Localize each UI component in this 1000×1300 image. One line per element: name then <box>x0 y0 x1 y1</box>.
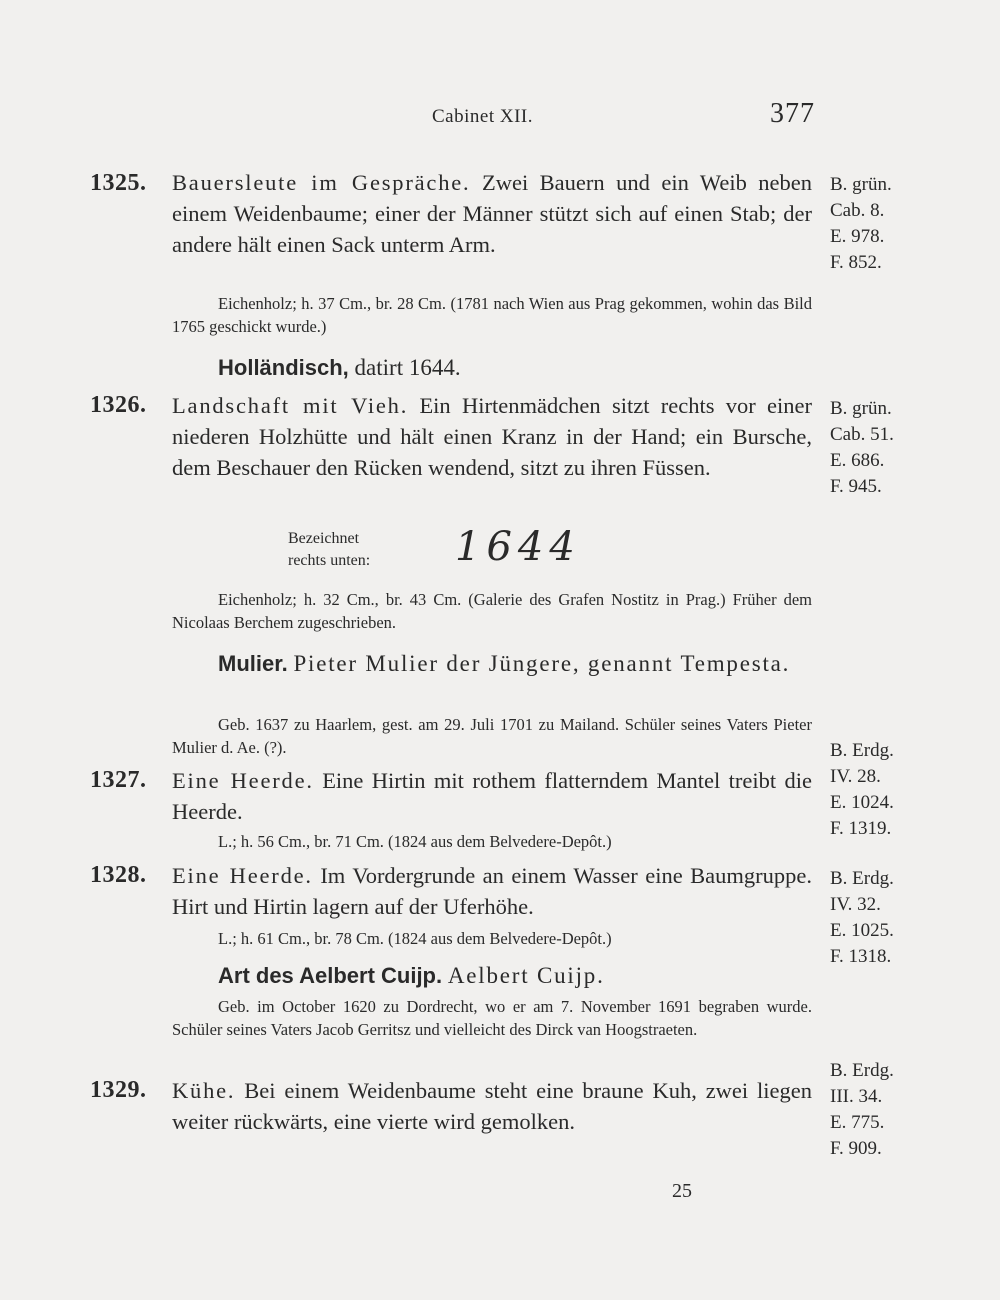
section-heading <box>218 960 818 991</box>
entry-description: Zwei Bauern und ein Weib neben einem Weidenbaume; einer der Männer stützt sich auf einen Stab; der andere hält einen Sack unterm Arm. <box>172 170 813 257</box>
ref-location: B. grün. <box>830 398 892 419</box>
entry-note: Eichenholz; h. 32 Cm., br. 43 Cm. (Galerie des Grafen Nostitz in Prag.) Früher dem Nicolaas Berchem zugeschrieben. <box>172 590 812 632</box>
ref-location: B. Erdg. <box>830 868 894 889</box>
entry-references <box>830 866 940 970</box>
entry-description: Ein Hirtenmädchen sitzt rechts vor einer niederen Holzhütte und hält einen Kranz in der Hand; ein Bursche, dem Beschauer den Rücken wendend, sitzt zu ihren Füssen. <box>172 393 812 480</box>
entry-references <box>830 396 940 500</box>
artist-detail: Pieter Mulier der Jüngere, genannt Tempesta. <box>293 651 791 676</box>
signature-label-line-2: rechts unten: <box>288 552 371 569</box>
entry-text <box>172 390 812 483</box>
entry-number: 1329. <box>90 1077 147 1103</box>
page-header-title: Cabinet XII. <box>432 106 533 127</box>
entry-title: Landschaft mit Vieh. <box>172 393 409 418</box>
entry-number: 1327. <box>90 767 147 793</box>
ref-e-number: E. 1024. <box>830 792 894 813</box>
entry-title: Bauersleute im Gespräche. <box>172 170 471 195</box>
ref-f-number: F. 945. <box>830 476 882 497</box>
entry-references <box>830 738 940 842</box>
section-heading <box>218 352 818 383</box>
entry-description: Im Vordergrunde an einem Wasser eine Baumgruppe. Hirt und Hirtin lagern auf der Uferhöhe. <box>172 863 812 919</box>
entry-title: Kühe. <box>172 1078 236 1103</box>
entry-note: L.; h. 61 Cm., br. 78 Cm. (1824 aus dem Belvedere-Depôt.) <box>218 929 612 948</box>
entry-note: L.; h. 56 Cm., br. 71 Cm. (1824 aus dem Belvedere-Depôt.) <box>218 832 612 851</box>
entry-description: Eine Hirtin mit rothem flatterndem Mantel treibt die Heerde. <box>172 768 812 824</box>
entry-references <box>830 172 940 276</box>
entry-text <box>172 1075 812 1137</box>
page-number: 377 <box>770 98 815 129</box>
section-heading <box>172 648 812 679</box>
entry-note: Eichenholz; h. 37 Cm., br. 28 Cm. (1781 nach Wien aus Prag gekommen, wohin das Bild 1765 geschickt wurde.) <box>172 294 812 336</box>
artist-biography: Geb. 1637 zu Haarlem, gest. am 29. Juli 1701 zu Mailand. Schüler seines Vaters Pieter Mulier d. Ae. (?). <box>172 715 812 757</box>
ref-e-number: E. 686. <box>830 450 885 471</box>
ref-location: B. grün. <box>830 174 892 195</box>
ref-location: B. Erdg. <box>830 1060 894 1081</box>
ref-cabinet: IV. 28. <box>830 766 881 787</box>
ref-cabinet: Cab. 51. <box>830 424 894 445</box>
artist-detail: Aelbert Cuijp. <box>447 963 605 988</box>
ref-cabinet: Cab. 8. <box>830 200 885 221</box>
entry-references <box>830 1058 940 1162</box>
signature-label <box>288 528 370 572</box>
ref-cabinet: III. 34. <box>830 1086 883 1107</box>
signature-facsimile: 1644 <box>455 524 581 570</box>
entry-number: 1325. <box>90 170 147 196</box>
entry-description: Bei einem Weidenbaume steht eine braune Kuh, zwei liegen weiter rückwärts, eine vierte wird gemolken. <box>172 1078 812 1134</box>
artist-detail: datirt 1644. <box>354 355 461 380</box>
ref-f-number: F. 852. <box>830 252 882 273</box>
running-header <box>0 98 1000 142</box>
ref-cabinet: IV. 32. <box>830 894 881 915</box>
ref-location: B. Erdg. <box>830 740 894 761</box>
artist-name: Holländisch, <box>218 355 349 380</box>
entry-title: Eine Heerde. <box>172 863 313 888</box>
artist-biography: Geb. im October 1620 zu Dordrecht, wo er am 7. November 1691 begraben wurde. Schüler seines Vaters Jacob Gerritsz und vielleicht des Dirck van Hoogstraeten. <box>172 997 812 1039</box>
entry-text <box>172 765 812 827</box>
entry-number: 1328. <box>90 862 147 888</box>
artist-name: Mulier. <box>218 651 288 676</box>
ref-f-number: F. 1318. <box>830 946 892 967</box>
signature-mark: 25 <box>672 1180 692 1202</box>
ref-e-number: E. 775. <box>830 1112 885 1133</box>
ref-f-number: F. 1319. <box>830 818 892 839</box>
entry-text <box>172 167 812 260</box>
entry-text <box>172 860 812 922</box>
entry-title: Eine Heerde. <box>172 768 314 793</box>
signature-label-line-1: Bezeichnet <box>288 530 360 547</box>
ref-e-number: E. 1025. <box>830 920 894 941</box>
artist-name: Art des Aelbert Cuijp. <box>218 963 443 988</box>
ref-e-number: E. 978. <box>830 226 885 247</box>
ref-f-number: F. 909. <box>830 1138 882 1159</box>
entry-number: 1326. <box>90 392 147 418</box>
